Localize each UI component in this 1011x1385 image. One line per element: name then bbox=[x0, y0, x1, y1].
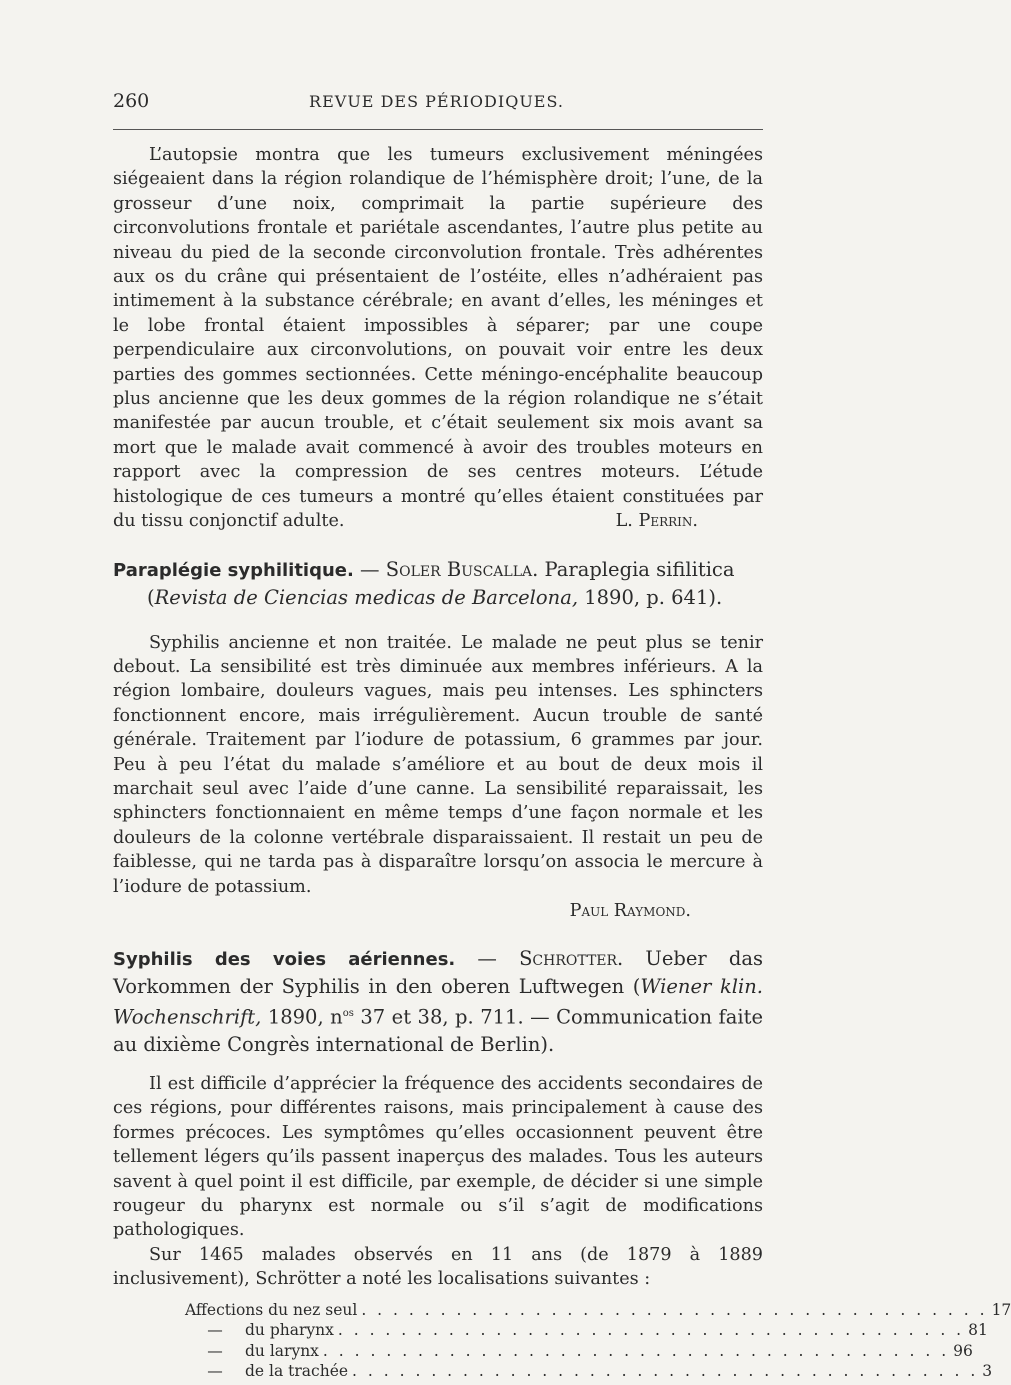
third-article-ref-text: Ueber das Vorkommen der Syphilis in den oberen Luftwegen ( bbox=[113, 947, 763, 999]
table-row-prefix: — bbox=[207, 1321, 223, 1340]
second-article-ref-open: ( bbox=[147, 585, 155, 609]
second-article-title: Paraplégie syphilitique. bbox=[113, 559, 354, 581]
spacer bbox=[113, 1058, 763, 1072]
table-row bbox=[185, 1300, 1011, 1321]
body-text bbox=[113, 143, 1011, 1382]
third-article-dash: — bbox=[455, 947, 520, 971]
table-row-prefix: — bbox=[207, 1362, 223, 1381]
page-number: 260 bbox=[113, 90, 150, 112]
table-row-value: 96 bbox=[953, 1341, 973, 1360]
second-article-ref-text: Paraplegia sifilitica bbox=[538, 557, 735, 581]
first-article-signature: L. Perrin. bbox=[615, 511, 698, 532]
table-row-leader: . . . . . . . . . . . . . . . . . . . . . . . . . . . . . . . . . . . . . . . . bbox=[337, 1321, 965, 1340]
third-article-paragraph-1: Il est difficile d’apprécier la fréquence des accidents secondaires de ces régions, pour différentes raisons, mais principalement à cause des formes précoces. Les symptômes qu’elles occasionnent peuvent être tellement légers qu’ils passent inaperçus des malades. Tous les auteurs savent à quel point il est difficile, par exemple, de décider si une simple rougeur du pharynx est normale ou s’il s’agit de modifications pathologiques. bbox=[113, 1073, 763, 1241]
third-article-title: Syphilis des voies aériennes. bbox=[113, 949, 456, 971]
second-article-heading bbox=[113, 556, 763, 611]
second-article-source: Revista de Ciencias medicas de Barcelona, bbox=[154, 585, 579, 609]
second-article-signature: Paul Raymond. bbox=[569, 900, 691, 921]
third-article-heading bbox=[113, 945, 763, 1058]
table-row-leader: . . . . . . . . . . . . . . . . . . . . . . . . . . . . . . . . . . . . . . . . bbox=[322, 1341, 950, 1360]
table-row-prefix: — bbox=[207, 1341, 223, 1360]
header-rule bbox=[113, 129, 763, 130]
second-article-paragraph: Syphilis ancienne et non traitée. Le malade ne peut plus se tenir debout. La sensibilité est très diminuée aux membres inférieurs. A la région lombaire, douleurs vagues, mais peu intenses. Les sphincters fonctionnent encore, mais irrégulièrement. Aucun trouble de santé générale. Traitement par l’iodure de potassium, 6 grammes par jour. Peu à peu l’état du malade s’améliore et au bout de deux mois il marchait seul avec l’aide d’une canne. La sensibilité reparaissait, les sphincters fonctionnaient en même temps d’une façon normale et les douleurs de la colonne vertébrale disparaissaient. Il restait un peu de faiblesse, qui ne tarda pas à disparaître lorsqu’on associa le mercure à l’iodure de potassium. bbox=[113, 632, 763, 897]
third-article-ref-tail-2: 37 et 38, p. 711. — Communication faite au dixième Congrès international de Berlin). bbox=[113, 1005, 763, 1056]
table-row-leader: . . . . . . . . . . . . . . . . . . . . . . . . . . . . . . . . . . . . . . . . bbox=[361, 1300, 988, 1319]
table-row-label: Affections du nez seul bbox=[185, 1300, 358, 1319]
second-article-author: Soler Buscalla. bbox=[385, 557, 539, 581]
table-row bbox=[185, 1320, 988, 1341]
first-article-paragraph bbox=[113, 143, 763, 534]
table-row bbox=[185, 1361, 993, 1382]
page-header bbox=[113, 90, 760, 116]
third-article-source: Wiener klin. Wochenschrift, bbox=[113, 975, 763, 1029]
table-row-value: 3 bbox=[982, 1362, 993, 1381]
running-head: REVUE DES PÉRIODIQUES. bbox=[309, 92, 564, 111]
spacer bbox=[113, 923, 763, 945]
table-row-label: — de la trachée bbox=[185, 1361, 348, 1382]
second-article-dash: — bbox=[353, 557, 386, 581]
table-row bbox=[185, 1341, 973, 1362]
third-article-ref-sup: os bbox=[342, 1008, 354, 1020]
table-row-value: 17 bbox=[991, 1300, 1011, 1319]
table-row-label: — du pharynx bbox=[185, 1320, 334, 1341]
table-row-leader: . . . . . . . . . . . . . . . . . . . . . . . . . . . . . . . . . . . . . . . . bbox=[352, 1362, 979, 1381]
spacer bbox=[113, 534, 763, 556]
third-article-ref-tail-1: 1890, n bbox=[261, 1005, 343, 1029]
third-article-paragraph-2: Sur 1465 malades observés en 11 ans (de 1879 à 1889 inclusivement), Schrötter a noté les localisations suivantes : bbox=[113, 1244, 763, 1290]
second-article-ref-tail: 1890, p. 641). bbox=[578, 585, 723, 609]
third-article-author: Schrotter. bbox=[519, 947, 624, 971]
spacer bbox=[113, 611, 763, 631]
first-article-text: L’autopsie montra que les tumeurs exclusivement méningées siégeaient dans la région rolandique de l’hémisphère droit; l’une, de la grosseur d’une noix, comprimait la partie supérieure des circonvolutions frontale et pariétale ascendantes, l’autre plus petite au niveau du pied de la seconde circonvolution frontale. Très adhérentes aux os du crâne qui présentaient de l’ostéite, elles n’adhéraient pas intimement à la substance cérébrale; en avant d’elles, les méninges et le lobe frontal étaient impossibles à séparer; par une coupe perpendiculaire aux circonvolutions, on pouvait voir entre les deux parties des gommes sectionnées. Cette méningo-encéphalite beaucoup plus ancienne que les deux gommes de la région rolandique ne s’était manifestée par aucun trouble, et c’était seulement six mois avant sa mort que le malade avait commencé à avoir des troubles moteurs en rapport avec la compression de ses centres moteurs. L’étude histologique de ces tumeurs a montré qu’elles étaient constituées par du tissu conjonctif adulte. bbox=[113, 145, 763, 532]
table-row-label: — du larynx bbox=[185, 1341, 319, 1362]
localisation-table bbox=[185, 1300, 1011, 1382]
second-article-ref-line bbox=[113, 584, 763, 611]
table-row-value: 81 bbox=[968, 1321, 988, 1340]
